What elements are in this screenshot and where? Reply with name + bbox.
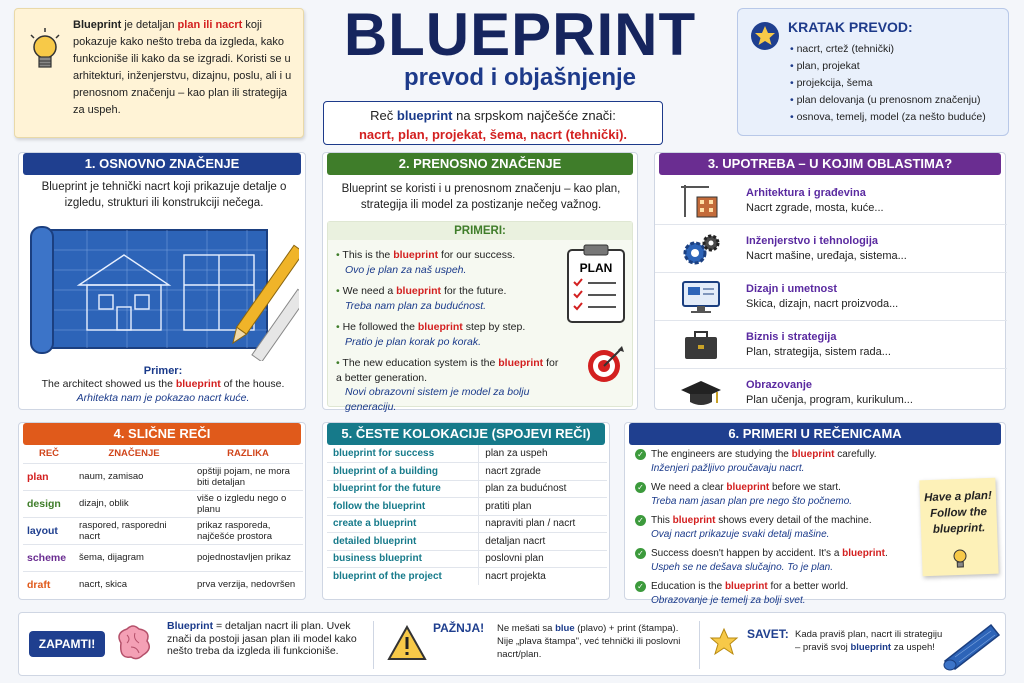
gears-icon xyxy=(679,231,723,267)
intro-text: Blueprint je detaljan plan ili nacrt koji pokazuje kako nešto treba da izgleda, kako funkcioniše ili kako da se izgradi. Koristi se u arhitekturi, inženjerstvu, dizajnu, poslu, ali i u prenosnom značenju – kao plan ili strategija za uspeh. xyxy=(73,19,292,116)
table-row: follow the blueprint pratiti plan xyxy=(327,498,607,516)
lightbulb-icon xyxy=(27,27,63,77)
tip-text: Kada praviš plan, nacrt ili strategiju – praviš svoj blueprint za uspeh! xyxy=(795,629,943,653)
check-icon: ✓ xyxy=(635,482,646,493)
section-body: Blueprint je tehnički nacrt koji prikazuje detalje o izgledu, strukturi ili konstrukciji nečega. xyxy=(41,181,287,209)
table-row: layout raspored, rasporedni nacrt prikaz rasporeda, najčešće prostora xyxy=(23,517,303,544)
star-icon xyxy=(750,21,780,51)
table-row: design dizajn, oblik više o izgledu nego o planu xyxy=(23,490,303,517)
intro-note xyxy=(14,8,304,138)
examples-list xyxy=(336,248,564,414)
table-row: blueprint of the project nacrt projekta xyxy=(327,568,607,586)
list-item: • The new education system is the blueprint for a better generation. Novi obrazovni sistem je model za bolju generaciju. xyxy=(336,357,559,413)
brain-icon xyxy=(113,625,153,661)
table-row: blueprint for the future plan za budućnost xyxy=(327,480,607,498)
sentence-list xyxy=(635,448,913,607)
list-item: Dizajn i umetnost Skica, dizajn, nacrt proizvoda... xyxy=(655,273,1007,321)
bottom-tips-bar xyxy=(18,612,1006,676)
list-item: ✓ The engineers are studying the blueprint carefully. Inženjeri pažljivo proučavaju nacrt. xyxy=(635,448,913,475)
check-icon: ✓ xyxy=(635,548,646,559)
monitor-design-icon xyxy=(679,279,723,315)
list-item: ✓ We need a clear blueprint before we start. Treba nam jasan plan pre nego što počnemo. xyxy=(635,481,913,508)
table-row: scheme šema, dijagram pojednostavljen prikaz xyxy=(23,544,303,571)
summary-box xyxy=(737,8,1009,136)
blueprint-roll-icon xyxy=(941,621,1003,671)
list-item: Arhitektura i građevina Nacrt zgrade, mosta, kuće... xyxy=(655,177,1007,225)
definition-box: Reč blueprint na srpskom najčešće znači: nacrt, plan, projekat, šema, nacrt (tehnički). xyxy=(323,101,663,145)
remember-badge: ZAPAMTI! xyxy=(29,631,105,657)
example-translation: Arhitekta nam je pokazao nacrt kuće. xyxy=(76,392,250,404)
list-item: Biznis i strategija Plan, strategija, sistem rada... xyxy=(655,321,1007,369)
list-item: ✓ This blueprint shows every detail of the machine. Ovaj nacrt prikazuje svaki detalj mašine. xyxy=(635,514,913,541)
table-row: blueprint for success plan za uspeh xyxy=(327,445,607,463)
section-figurative-meaning xyxy=(322,152,638,413)
examples-header: PRIMERI: xyxy=(328,222,632,240)
warning-text: Ne mešati sa blue (plavo) + print (štampa). Nije „plava štampa", već tehnički ili poslovni nacrt/plan. xyxy=(497,623,681,660)
star-icon xyxy=(709,627,739,657)
collocations-table xyxy=(327,445,607,585)
list-item: • projekcija, šema xyxy=(790,75,986,92)
summary-list xyxy=(790,41,986,126)
table-row: plan naum, zamisao opštiji pojam, ne mora biti detaljan xyxy=(23,463,303,490)
table-row: create a blueprint napraviti plan / nacrt xyxy=(327,515,607,533)
list-item: • This is the blueprint for our success. Ovo je plan za naš uspeh. xyxy=(336,249,516,276)
lightbulb-icon xyxy=(950,547,971,572)
briefcase-icon xyxy=(679,327,723,363)
table-row: detailed blueprint detaljan nacrt xyxy=(327,533,607,551)
blueprint-roll-icon xyxy=(29,225,299,361)
section-usage-areas xyxy=(654,152,1006,410)
table-row: blueprint of a building nacrt zgrade xyxy=(327,463,607,481)
check-icon: ✓ xyxy=(635,515,646,526)
section-sentence-examples xyxy=(624,422,1006,606)
list-item: • nacrt, crtež (tehnički) xyxy=(790,41,986,58)
section-header: 2. PRENOSNO ZNAČENJE xyxy=(327,153,633,175)
tip-title: SAVET: xyxy=(747,627,789,641)
target-icon xyxy=(586,344,626,384)
list-item: • We need a blueprint for the future. Treba nam plan za budućnost. xyxy=(336,285,507,312)
plan-label: PLAN xyxy=(579,261,613,275)
list-item: • He followed the blueprint step by step. Pratio je plan korak po korak. xyxy=(336,321,526,348)
list-item: • osnova, temelj, model (za nešto buduće) xyxy=(790,109,986,126)
examples-box xyxy=(327,221,633,413)
section-header: 4. SLIČNE REČI xyxy=(23,423,301,445)
page-title: BLUEPRINT xyxy=(343,1,697,68)
table-row: business blueprint poslovni plan xyxy=(327,550,607,568)
section-header: 3. UPOTREBA – U KOJIM OBLASTIMA? xyxy=(659,153,1001,175)
example-block: Primer: The architect showed us the blueprint of the house. Arhitekta nam je pokazao nacrt kuće. xyxy=(23,365,303,405)
section-header: 5. ČESTE KOLOKACIJE (SPOJEVI REČI) xyxy=(327,423,605,445)
page-title-block xyxy=(320,0,720,92)
graduation-cap-icon xyxy=(679,375,723,411)
list-item: ✓ Education is the blueprint for a better world. Obrazovanje je temelj za bolji svet. xyxy=(635,580,913,607)
section-similar-words xyxy=(18,422,306,600)
section-header: 6. PRIMERI U REČENICAMA xyxy=(629,423,1001,445)
summary-title: KRATAK PREVOD: xyxy=(788,19,913,35)
section-header: 1. OSNOVNO ZNAČENJE xyxy=(23,153,301,175)
warning-icon xyxy=(387,625,427,661)
list-item: ✓ Success doesn't happen by accident. It's a blueprint. Uspeh se ne dešava slučajno. To je plan. xyxy=(635,547,913,574)
sticky-note: Have a plan! Follow the blueprint. xyxy=(919,478,998,577)
warning-title: PAŽNJA! xyxy=(433,621,485,635)
definition-meanings: nacrt, plan, projekat, šema, nacrt (tehnički). xyxy=(358,127,628,142)
building-crane-icon xyxy=(679,183,723,219)
clipboard-icon xyxy=(564,244,628,324)
similar-words-table: REČ ZNAČENJE RAZLIKA plan naum, zamisao opštiji pojam, ne mora biti detaljan design dizajn, oblik više o izgledu nego o planu layout raspored, rasporedni nacrt prikaz rasporeda, najčešće prostora scheme šema, dijagram pojednostavljen prikaz draft nacrt, skica prva verzija, nedovršen xyxy=(23,445,303,598)
example-label: Primer: xyxy=(143,365,183,377)
section-basic-meaning xyxy=(18,152,306,410)
section-collocations xyxy=(322,422,610,600)
list-item: • plan, projekat xyxy=(790,58,986,75)
list-item: Obrazovanje Plan učenja, program, kurikulum... xyxy=(655,369,1007,417)
check-icon: ✓ xyxy=(635,581,646,592)
page-subtitle: prevod i objašnjenje xyxy=(403,64,637,91)
table-row: draft nacrt, skica prva verzija, nedovršen xyxy=(27,578,296,591)
section-body: Blueprint se koristi i u prenosnom značenju – kao plan, strategija ili model za postizanje nečeg važnog. xyxy=(341,183,621,211)
list-item: • plan delovanja (u prenosnom značenju) xyxy=(790,92,986,109)
check-icon: ✓ xyxy=(635,449,646,460)
remember-text: Blueprint = detaljan nacrt ili plan. Uvek znači da postoji jasan plan ili model kako nešto treba da izgleda ili funkcioniše. xyxy=(167,620,357,657)
list-item: Inženjerstvo i tehnologija Nacrt mašine, uređaja, sistema... xyxy=(655,225,1007,273)
